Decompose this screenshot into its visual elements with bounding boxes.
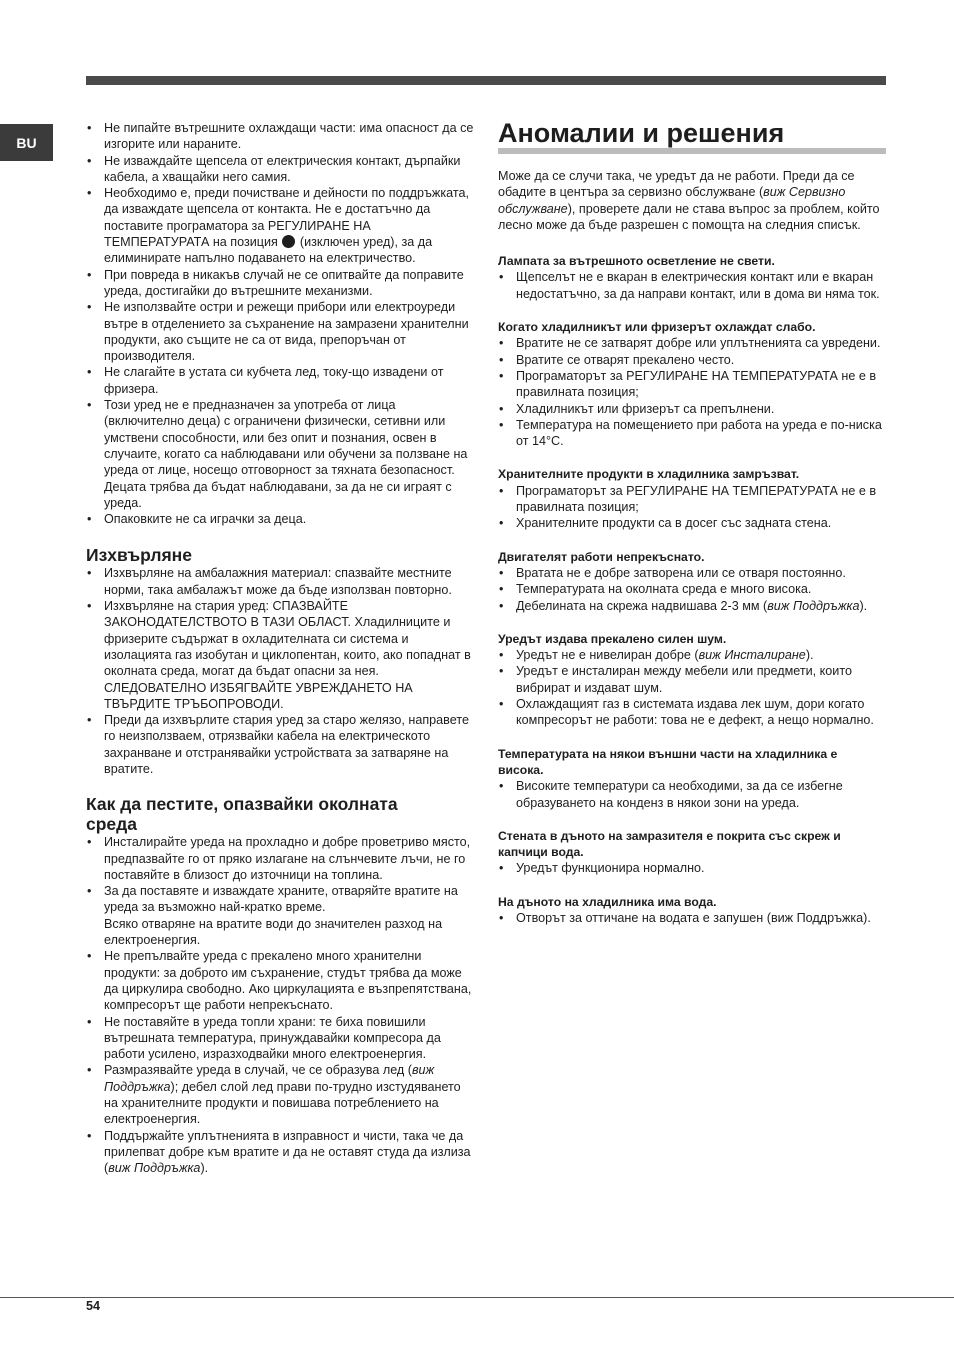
list-item: • Уредът функционира нормално. — [498, 860, 886, 876]
issue-title: Когато хладилникът или фризерът охлаждат слабо. — [498, 320, 816, 335]
list-item: • Щепселът не е вкаран в електрическия контакт или е вкаран недостатъчно, за да направи контакт, или в дома ви няма ток. — [498, 269, 886, 302]
list-item: • При повреда в никакъв случай не се опитвайте да поправите уреда, достигайки до вътрешните механизми. — [86, 267, 475, 300]
top-bar — [86, 76, 886, 85]
list-item: • Температура на помещението при работа на уреда е по-ниска от 14°C. — [498, 417, 886, 450]
issue-solutions — [498, 647, 886, 728]
page-title: Аномалии и решения — [498, 118, 886, 154]
saving-list — [86, 834, 475, 1176]
issue-solutions — [498, 335, 886, 449]
list-item: • Не препълвайте уреда с прекалено много хранителни продукти: за доброто им съхранение, студът трябва да може да циркулира свободно. Ако циркулацията е възпрепятствана, компресорът ще работи непрекъснато. — [86, 948, 475, 1013]
cross-reference: виж Поддръжка — [767, 598, 860, 613]
list-item: • Вратите се отварят прекалено често. — [498, 352, 886, 368]
list-item: • Не поставяйте в уреда топли храни: те биха повишили вътрешната температура, принуждавайки компресора да работи усилено, изразходвайки много електроенергия. — [86, 1014, 475, 1063]
saving-heading: Как да пестите, опазвайки околната среда — [86, 794, 398, 835]
safety-list — [86, 120, 475, 527]
issue-solutions — [498, 860, 886, 876]
list-item: • Инсталирайте уреда на прохладно и добре проветриво място, предпазвайте го от пряко излагане на слънчевите лъчи, не го поставяйте в близост до източници на топлина. — [86, 834, 475, 883]
issue-solutions — [498, 269, 886, 302]
list-item: • Уредът е инсталиран между мебели или предмети, които вибрират и издават шум. — [498, 663, 886, 696]
list-item: • Уредът не е нивелиран добре (виж Инсталиране). — [498, 647, 886, 663]
list-item: • Не слагайте в устата си кубчета лед, току-що извадени от фризера. — [86, 364, 475, 397]
issue-title: Стената в дъното на замразителя е покрита със скреж и капчици вода. — [498, 828, 841, 860]
list-item: • Температурата на околната среда е много висока. — [498, 581, 886, 597]
list-item: • Хладилникът или фризерът са препълнени. — [498, 401, 886, 417]
list-item: • Изхвърляне на амбалажния материал: спазвайте местните норми, така амбалажът може да бъде използван повторно. — [86, 565, 475, 598]
list-item: • Не използвайте остри и режещи прибори или електроуреди вътре в отделението за съхранение на замразени хранителни продукти, ако същите не са от вида, препоръчан от производителя. — [86, 299, 475, 364]
list-item: • Преди да изхвърлите стария уред за старо желязо, направете го неизползваем, отрязвайки кабела на електрическото захранване и отстранявайки устройствата за затваряне на вратите. — [86, 712, 475, 777]
list-text: Размразявайте уреда в случай, че се образува лед ( — [104, 1063, 412, 1078]
list-item: • Вратите не се затварят добре или уплътненията са увредени. — [498, 335, 886, 351]
issue-title: Уредът издава прекалено силен шум. — [498, 631, 727, 646]
list-item: • Хранителните продукти са в досег със задната стена. — [498, 515, 886, 531]
disposal-heading: Изхвърляне — [86, 545, 192, 566]
cross-reference: виж Инсталиране — [698, 648, 806, 663]
right-column — [498, 118, 886, 926]
list-text: (изключен уред), за да елиминирате напълно подаването на електричество. — [104, 235, 433, 266]
issue-title: Лампата за вътрешното осветление не свети. — [498, 254, 775, 269]
issue-title: Двигателят работи непрекъснато. — [498, 549, 705, 564]
list-text: За да поставяте и изваждате храните, отваряйте вратите на уреда за възможно най-кратко време. — [104, 884, 458, 915]
issues-list — [498, 253, 886, 926]
list-item — [86, 883, 475, 948]
list-text: Поддържайте уплътненията в изправност и чисти, така че да прилепват добре към вратите и да не оставят студа да излиза ( — [104, 1128, 471, 1176]
list-item: • Опаковките не са играчки за деца. — [86, 511, 475, 527]
issue-solutions — [498, 778, 886, 811]
list-item: • Вратата не е добре затворена или се отваря постоянно. — [498, 565, 886, 581]
intro-paragraph: Може да се случи така, че уредът да не работи. Преди да се обадите в центъра за сервизно обслужване (виж Сервизно обслужване), проверете дали не става въпрос за проблем, който лесно може да бъде разрешен с помощта на следния списък. — [498, 169, 880, 232]
list-text: ); дебел слой лед прави по-трудно изстудяването на хранителните продукти и повишава потреблението на електроенергия. — [104, 1079, 461, 1127]
list-text: Необходимо е, преди почистване и дейности по поддръжката, да изваждате щепсела от контакта. Не е достатъчно да поставите програматора за РЕГУЛИРАНЕ НА ТЕМПЕРАТУРАТА на позиция — [104, 186, 469, 250]
list-item: • Отворът за оттичане на водата е запушен (виж Поддръжка). — [498, 910, 886, 926]
list-item — [86, 185, 475, 266]
cross-reference: виж Поддръжка — [104, 1063, 435, 1094]
list-item: • Този уред не е предназначен за употреба от лица (включително деца) с ограничени физически, сетивни или умствени способности, или без опит и познания, освен в случаите, когато са наблюдавани или обучени за ползване на уреда от лице, носещо отговорност за тяхната безопасност. Децата трябва да бъдат наблюдавани, за да не си играят с уреда. — [86, 397, 475, 511]
issue-solutions — [498, 483, 886, 532]
list-item: • Не пипайте вътрешните охлаждащи части: има опасност да се изгорите или нараните. — [86, 120, 475, 153]
list-item — [86, 1062, 475, 1127]
issue-title: Хранителните продукти в хладилника замръзват. — [498, 467, 800, 482]
footer-divider — [0, 1297, 954, 1298]
list-item: • Охлаждащият газ в системата издава лек шум, дори когато компресорът не работи: това не е дефект, а нещо нормално. — [498, 696, 886, 729]
list-item: • Високите температури са необходими, за да се избегне образуването на конденз в някои зони на уреда. — [498, 778, 886, 811]
issue-title: Температурата на някои външни части на хладилника е висока. — [498, 746, 838, 777]
cross-reference: виж Поддръжка — [108, 1161, 201, 1176]
list-text: Всяко отваряне на вратите води до значителен разход на електроенергия. — [104, 916, 443, 948]
list-item — [86, 1128, 475, 1177]
list-item: • Програматорът за РЕГУЛИРАНЕ НА ТЕМПЕРАТУРАТА не е в правилната позиция; — [498, 483, 886, 516]
disposal-list — [86, 565, 475, 777]
issue-solutions — [498, 565, 886, 614]
issue-solutions — [498, 910, 886, 926]
list-text: ). — [200, 1161, 209, 1176]
left-column — [86, 120, 475, 1177]
issue-title: На дъното на хладилника има вода. — [498, 894, 717, 909]
language-tab: BU — [0, 124, 53, 161]
off-position-icon — [282, 235, 295, 248]
list-item: • Не изваждайте щепсела от електрическия контакт, дърпайки кабела, а хващайки него самия. — [86, 153, 475, 186]
list-item: • Изхвърляне на стария уред: СПАЗВАЙТЕ ЗАКОНОДАТЕЛСТВОТО В ТАЗИ ОБЛАСТ. Хладилниците и фризерите съдържат в охладителната си система и изолацията газ изобутан и циклопентан, които, ако попаднат в околната среда, могат да бъдат опасни за нея. СЛЕДОВАТЕЛНО ИЗБЯГВАЙТЕ УВРЕЖДАНЕТО НА ТВЪРДИТЕ ТРЪБОПРОВОДИ. — [86, 598, 475, 712]
list-item: • Програматорът за РЕГУЛИРАНЕ НА ТЕМПЕРАТУРАТА не е в правилната позиция; — [498, 368, 886, 401]
cross-reference: виж Сервизно обслужване — [498, 185, 846, 216]
page-number: 54 — [86, 1299, 101, 1313]
list-item: • Дебелината на скрежа надвишава 2-3 мм (виж Поддръжка). — [498, 598, 886, 614]
